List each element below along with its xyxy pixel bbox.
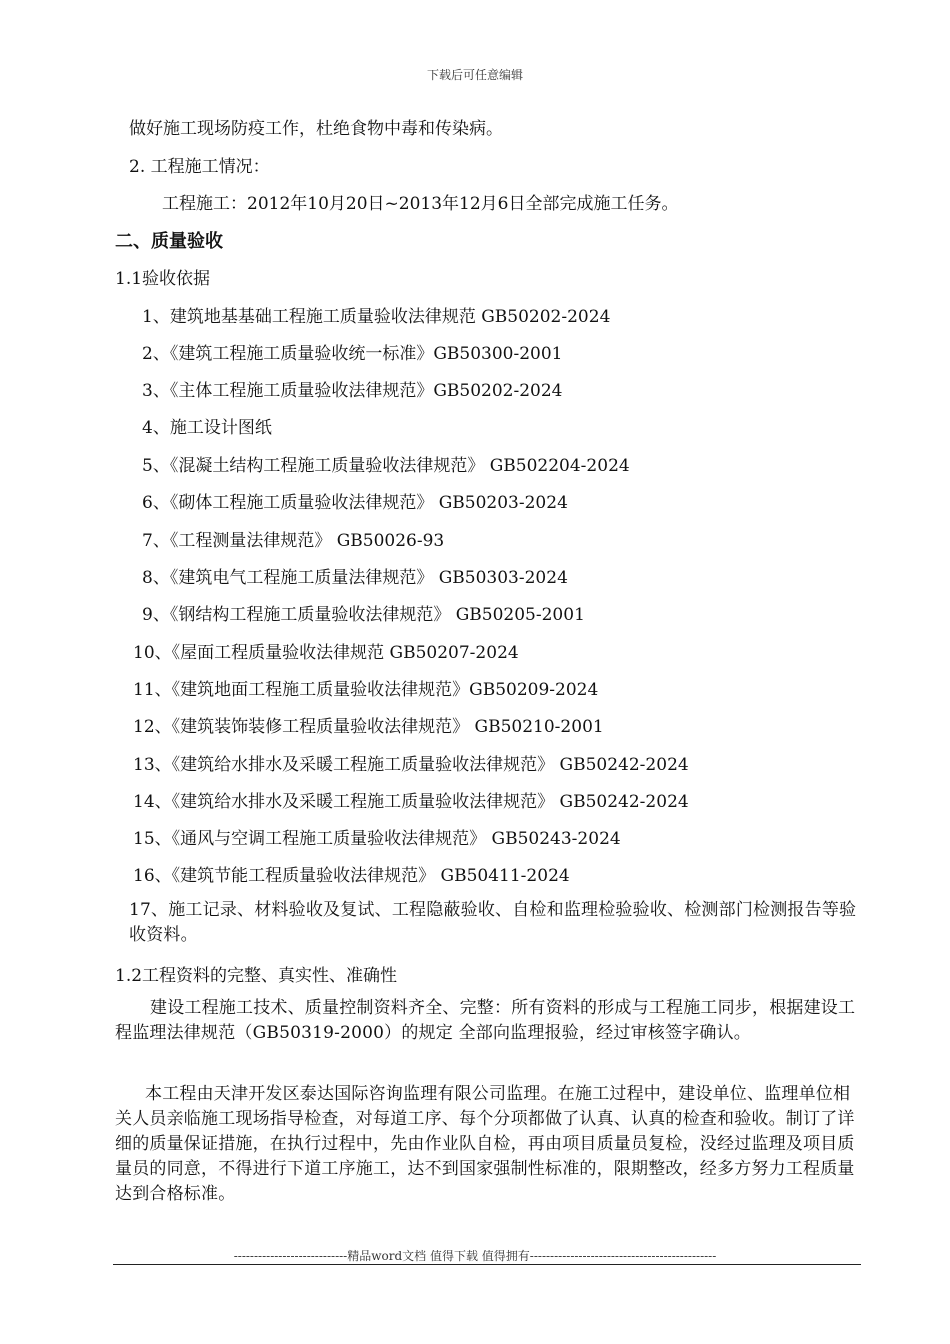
basis-item: 13、《建筑给水排水及采暖工程施工质量验收法律规范》 GB50242-2024 <box>133 755 689 775</box>
basis-item: 1、建筑地基基础工程施工质量验收法律规范 GB50202-2024 <box>142 307 611 327</box>
basis-item: 2、《建筑工程施工质量验收统一标准》GB50300-2001 <box>142 344 563 364</box>
basis-item: 10、《屋面工程质量验收法律规范 GB50207-2024 <box>133 643 519 663</box>
basis-item: 12、《建筑装饰装修工程质量验收法律规范》 GB50210-2001 <box>133 717 604 737</box>
basis-item: 8、《建筑电气工程施工质量法律规范》 GB50303-2024 <box>142 568 568 588</box>
page-header: 下载后可任意编辑 <box>426 68 523 82</box>
heading-quality-acceptance: 二、质量验收 <box>115 231 223 252</box>
subheading-1-2: 1.2工程资料的完整、真实性、准确性 <box>115 966 398 986</box>
section-2-label: 2. 工程施工情况： <box>129 157 270 177</box>
footer-divider <box>113 1264 861 1265</box>
basis-item: 15、《通风与空调工程施工质量验收法律规范》 GB50243-2024 <box>133 829 621 849</box>
intro-text: 做好施工现场防疫工作，杜绝食物中毒和传染病。 <box>129 119 503 139</box>
basis-item: 6、《砌体工程施工质量验收法律规范》 GB50203-2024 <box>142 493 568 513</box>
subheading-1-1: 1.1验收依据 <box>115 269 211 289</box>
basis-item: 5、《混凝土结构工程施工质量验收法律规范》 GB502204-2024 <box>142 456 630 476</box>
basis-item: 16、《建筑节能工程质量验收法律规范》 GB50411-2024 <box>133 866 570 886</box>
paragraph-supervision: 本工程由天津开发区泰达国际咨询监理有限公司监理。在施工过程中，建设单位、监理单位相关人员亲临施工现场指导检查，对每道工序、每个分项都做了认真、认真的检查和验收。制订了详细的质量保证措施，在执行过程中，先由作业队自检，再由项目质量员复检，没经过监理及项目质量员的同意，不得进行下道工序施工，达不到国家强制性标准的，限期整改，经多方努力工程质量达到合格标准。 <box>115 1084 855 1204</box>
basis-item-17: 17、施工记录、材料验收及复试、工程隐蔽验收、自检和监理检验验收、检测部门检测报告等验收资料。 <box>129 900 857 945</box>
page-footer: ----------------------------精品word文档 值得下载 值得拥有---------------------------------------------- <box>233 1249 717 1263</box>
paragraph-documentation: 建设工程施工技术、质量控制资料齐全、完整：所有资料的形成与工程施工同步，根据建设工程监理法律规范（GB50319-2000）的规定 全部向监理报验，经过审核签字确认。 <box>115 998 856 1043</box>
basis-item: 7、《工程测量法律规范》 GB50026-93 <box>142 531 445 551</box>
basis-item: 14、《建筑给水排水及采暖工程施工质量验收法律规范》 GB50242-2024 <box>133 792 689 812</box>
basis-item: 9、《钢结构工程施工质量验收法律规范》 GB50205-2001 <box>142 605 585 625</box>
basis-item: 3、《主体工程施工质量验收法律规范》GB50202-2024 <box>142 381 563 401</box>
section-2-detail: 工程施工：2012年10月20日~2013年12月6日全部完成施工任务。 <box>162 194 679 214</box>
basis-item: 11、《建筑地面工程施工质量验收法律规范》GB50209-2024 <box>133 680 599 700</box>
basis-item: 4、施工设计图纸 <box>142 418 272 438</box>
